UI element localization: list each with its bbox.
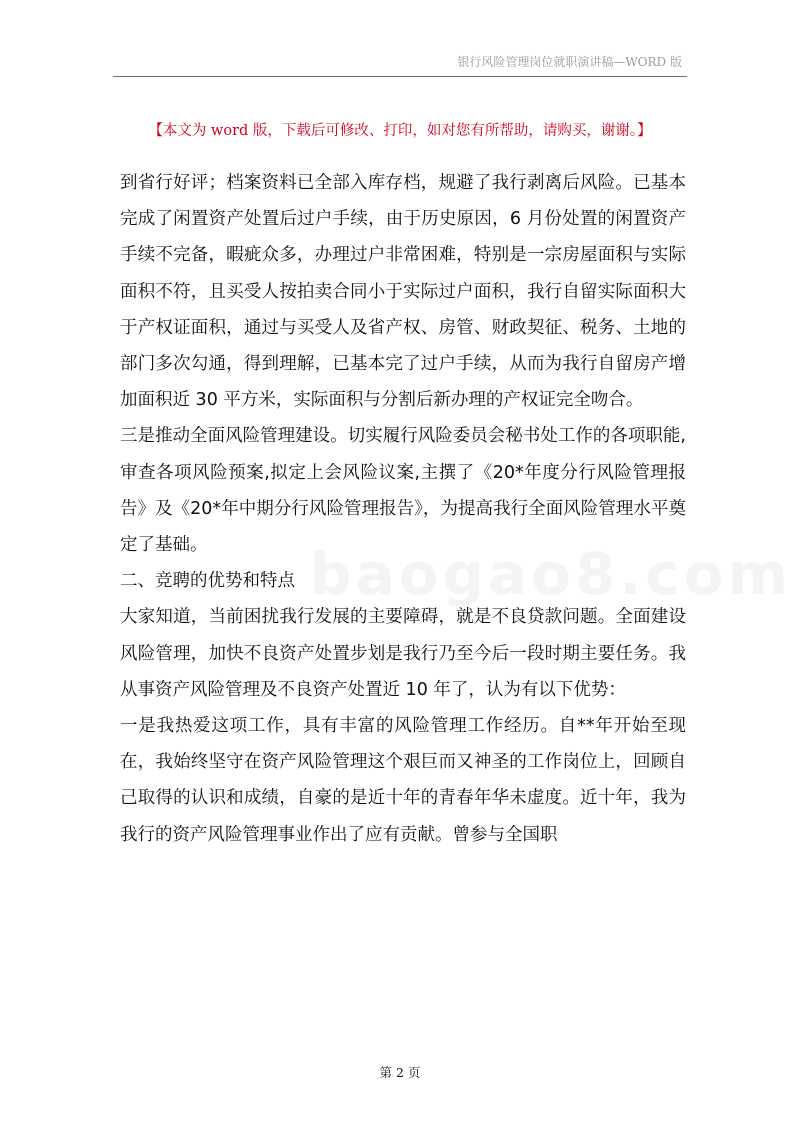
running-header: 银行风险管理岗位就职演讲稿—WORD 版	[457, 55, 682, 69]
page-number: 第 2 页	[379, 1065, 421, 1080]
paragraph-risk-management-construction: 三是推动全面风险管理建设。切实履行风险委员会秘书处工作的各项职能,审查各项风险预案,拟定上会风险议案,主撰了《20*年度分行风险管理报告》及《20*年中期分行风险管理报告》，为提高我行全面风险管理水平奠定了基础。	[120, 426, 686, 556]
paragraph-nonperforming-loans: 大家知道，当前困扰我行发展的主要障碍，就是不良贷款问题。全面建设风险管理，加快不良资产处置步划是我行乃至今后一段时期主要任务。我从事资产风险管理及不良资产处置近 10 年了，认为有以下优势：	[120, 607, 686, 700]
paragraph-archive-and-transfer: 到省行好评；档案资料已全部入库存档，规避了我行剥离后风险。已基本完成了闲置资产处置后过户手续，由于历史原因，6 月份处置的闲置资产手续不完备，暇疵众多，办理过户非常困难，特别是一宗房屋面积与实际面积不符，且买受人按拍卖合同小于实际过户面积，我行自留实际面积大于产权证面积，通过与买受人及省产权、房管、财政契征、税务、土地的部门多次勾通，得到理解，已基本完了过户手续，从而为我行自留房产增加面积近 30 平方米，实际面积与分割后新办理的产权证完全吻合。	[120, 173, 686, 411]
header-divider	[113, 76, 687, 77]
purchase-notice: 【本文为 word 版，下载后可修改、打印，如对您有所帮助，请购买，谢谢。】	[148, 123, 652, 139]
document-body	[120, 165, 686, 853]
paragraph-work-experience: 一是我热爱这项工作，具有丰富的风险管理工作经历。自**年开始至现在，我始终坚守在资产风险管理这个艰巨而又神圣的工作岗位上，回顾自己取得的认识和成绩，自豪的是近十年的青春年华未虚度。近十年，我为我行的资产风险管理事业作出了应有贡献。曾参与全国职	[120, 716, 686, 845]
section-heading-advantages: 二、竞聘的优势和特点	[120, 571, 295, 592]
